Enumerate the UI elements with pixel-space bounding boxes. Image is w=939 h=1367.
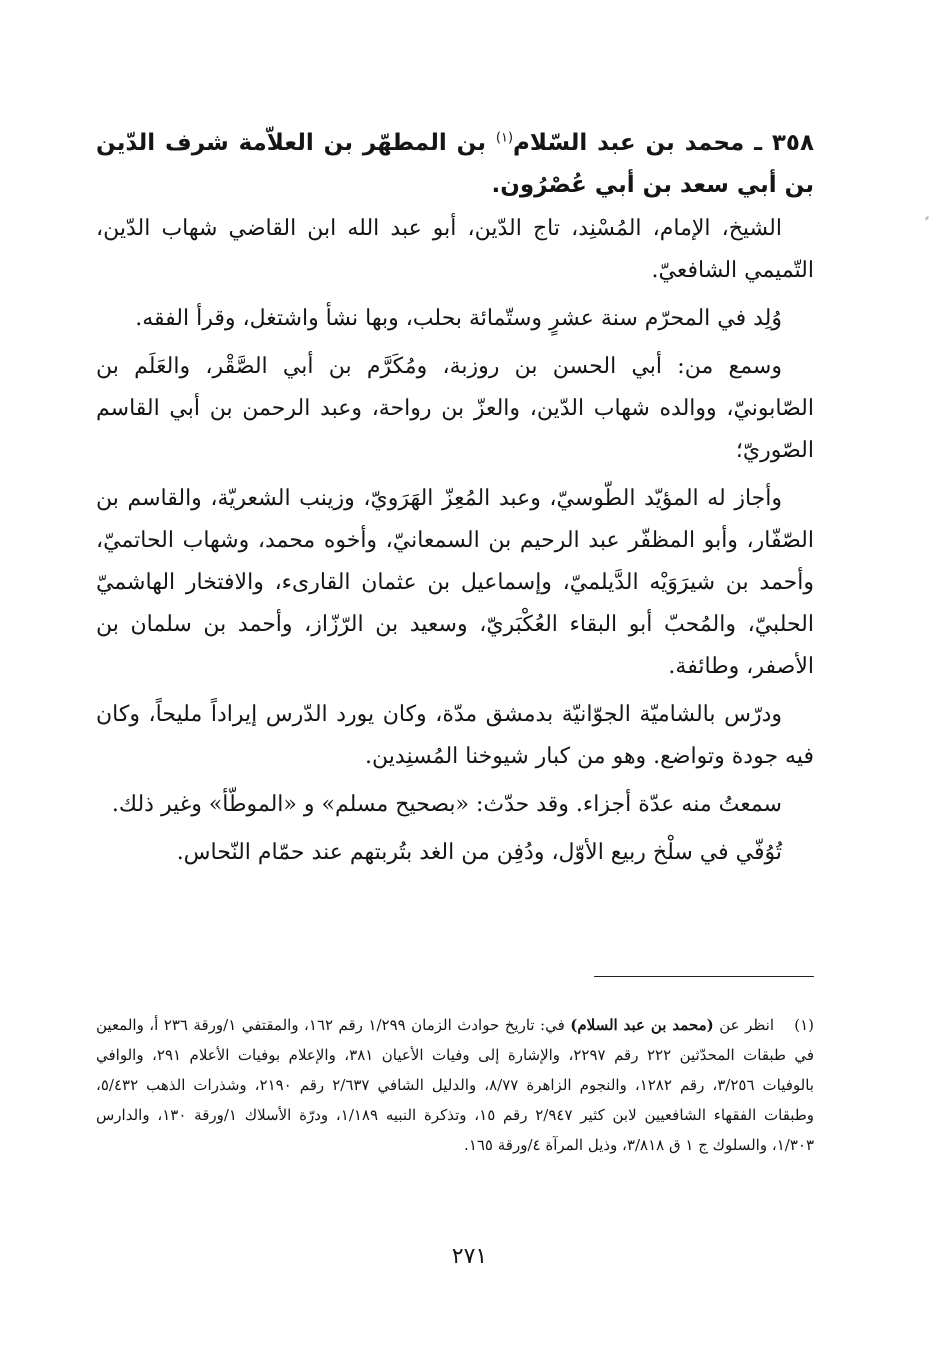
footnote-lead: انظر عن — [713, 1016, 774, 1034]
page-number: ٢٧١ — [451, 1244, 488, 1269]
margin-mark: ⸗ — [925, 210, 929, 224]
paragraph-teaching: ودرّس بالشاميّة الجوّانيّة بدمشق مدّة، وكان يورد الدّرس إيراداً مليحاً، وكان فيه جودة وتواضع. وهو من كبار شيوخنا المُسنِدين. — [96, 702, 814, 769]
paragraph-titles: الشيخ، الإمام، المُسْنِد، تاج الدّين، أبو عبد الله ابن القاضي شهاب الدّين، التّميمي الشافعيّ. — [96, 216, 814, 283]
footnote — [96, 1010, 814, 1160]
entry-heading-start: ٣٥٨ ـ محمد بن عبد السّلام — [513, 130, 815, 156]
paragraph-death: تُوُفّي في سلْخ ربيع الأوّل، ودُفِن من الغد بتُربتهم عند حمّام النّحاس. — [176, 840, 782, 865]
footnote-divider — [594, 976, 814, 977]
footnote-number: (١) — [794, 1016, 814, 1034]
entry-heading-end: بن المطهّر بن العلاّمة شرف الدّين بن أبي سعد بن أبي عُصْرُون. — [96, 130, 814, 198]
footnote-reference[interactable]: (١) — [495, 130, 514, 146]
paragraph-teachers: وسمع من: أبي الحسن بن روزبة، ومُكَرَّم بن أبي الصَّقْر، والعَلَم بن الصّابونيّ، ووالده شهاب الدّين، والعزّ بن رواحة، وعبد الرحمن بن أبي القاسم الصّوريّ؛ — [96, 354, 814, 463]
paragraph-birth: وُلِد في المحرّم سنة عشرٍ وستّمائة بحلب، وبها نشأ واشتغل، وقرأ الفقه. — [135, 306, 782, 331]
footnote-subject: (محمد بن عبد السلام) — [570, 1016, 714, 1034]
main-text — [96, 122, 814, 880]
paragraph-hearing: سمعتُ منه عدّة أجزاء. وقد حدّث: «بصحيح مسلم» و «الموطّأ» وغير ذلك. — [111, 792, 782, 817]
entry-heading — [96, 122, 814, 206]
footnote-body: في: تاريخ حوادث الزمان ١/٢٩٩ رقم ١٦٢، والمقتفي ١/ورقة ٢٣٦ أ، والمعين في طبقات المحدّثين ٢٢٢ رقم ٢٢٩٧، والإشارة إلى وفيات الأعيان ٣٨١، والإعلام بوفيات الأعلام ٢٩١، والوافي بالوفيات ٣/٢٥٦، رقم ١٢٨٢، والنجوم الزاهرة ٨/٧٧، والدليل الشافي ٢/٦٣٧ رقم ٢١٩٠، وشذرات الذهب ٥/٤٣٢، وطبقات الفقهاء الشافعيين لابن كثير ٢/٩٤٧ رقم ١٥، وتذكرة النبيه ١/١٨٩، ودرّة الأسلاك ١/ورقة ١٣٠، والدارس ١/٣٠٣، والسلوك ج ١ ق ٣/٨١٨، وذيل المرآة ٤/ورقة ١٦٥. — [96, 1016, 815, 1154]
paragraph-ijazah: وأجاز له المؤيّد الطّوسيّ، وعبد المُعِزّ الهَرَويّ، وزينب الشعريّة، والقاسم بن الصّفّار، وأبو المظفّر عبد الرحيم بن السمعانيّ، وأخوه محمد، وشهاب الحاتميّ، وأحمد بن شيرَوَيْه الدَّيلميّ، وإسماعيل بن عثمان القارىء، والافتخار الهاشميّ الحلبيّ، والمُحبّ أبو البقاء العُكْبَريّ، وسعيد بن الرّزّاز، وأحمد بن سلمان بن الأصفر، وطائفة. — [96, 486, 814, 679]
